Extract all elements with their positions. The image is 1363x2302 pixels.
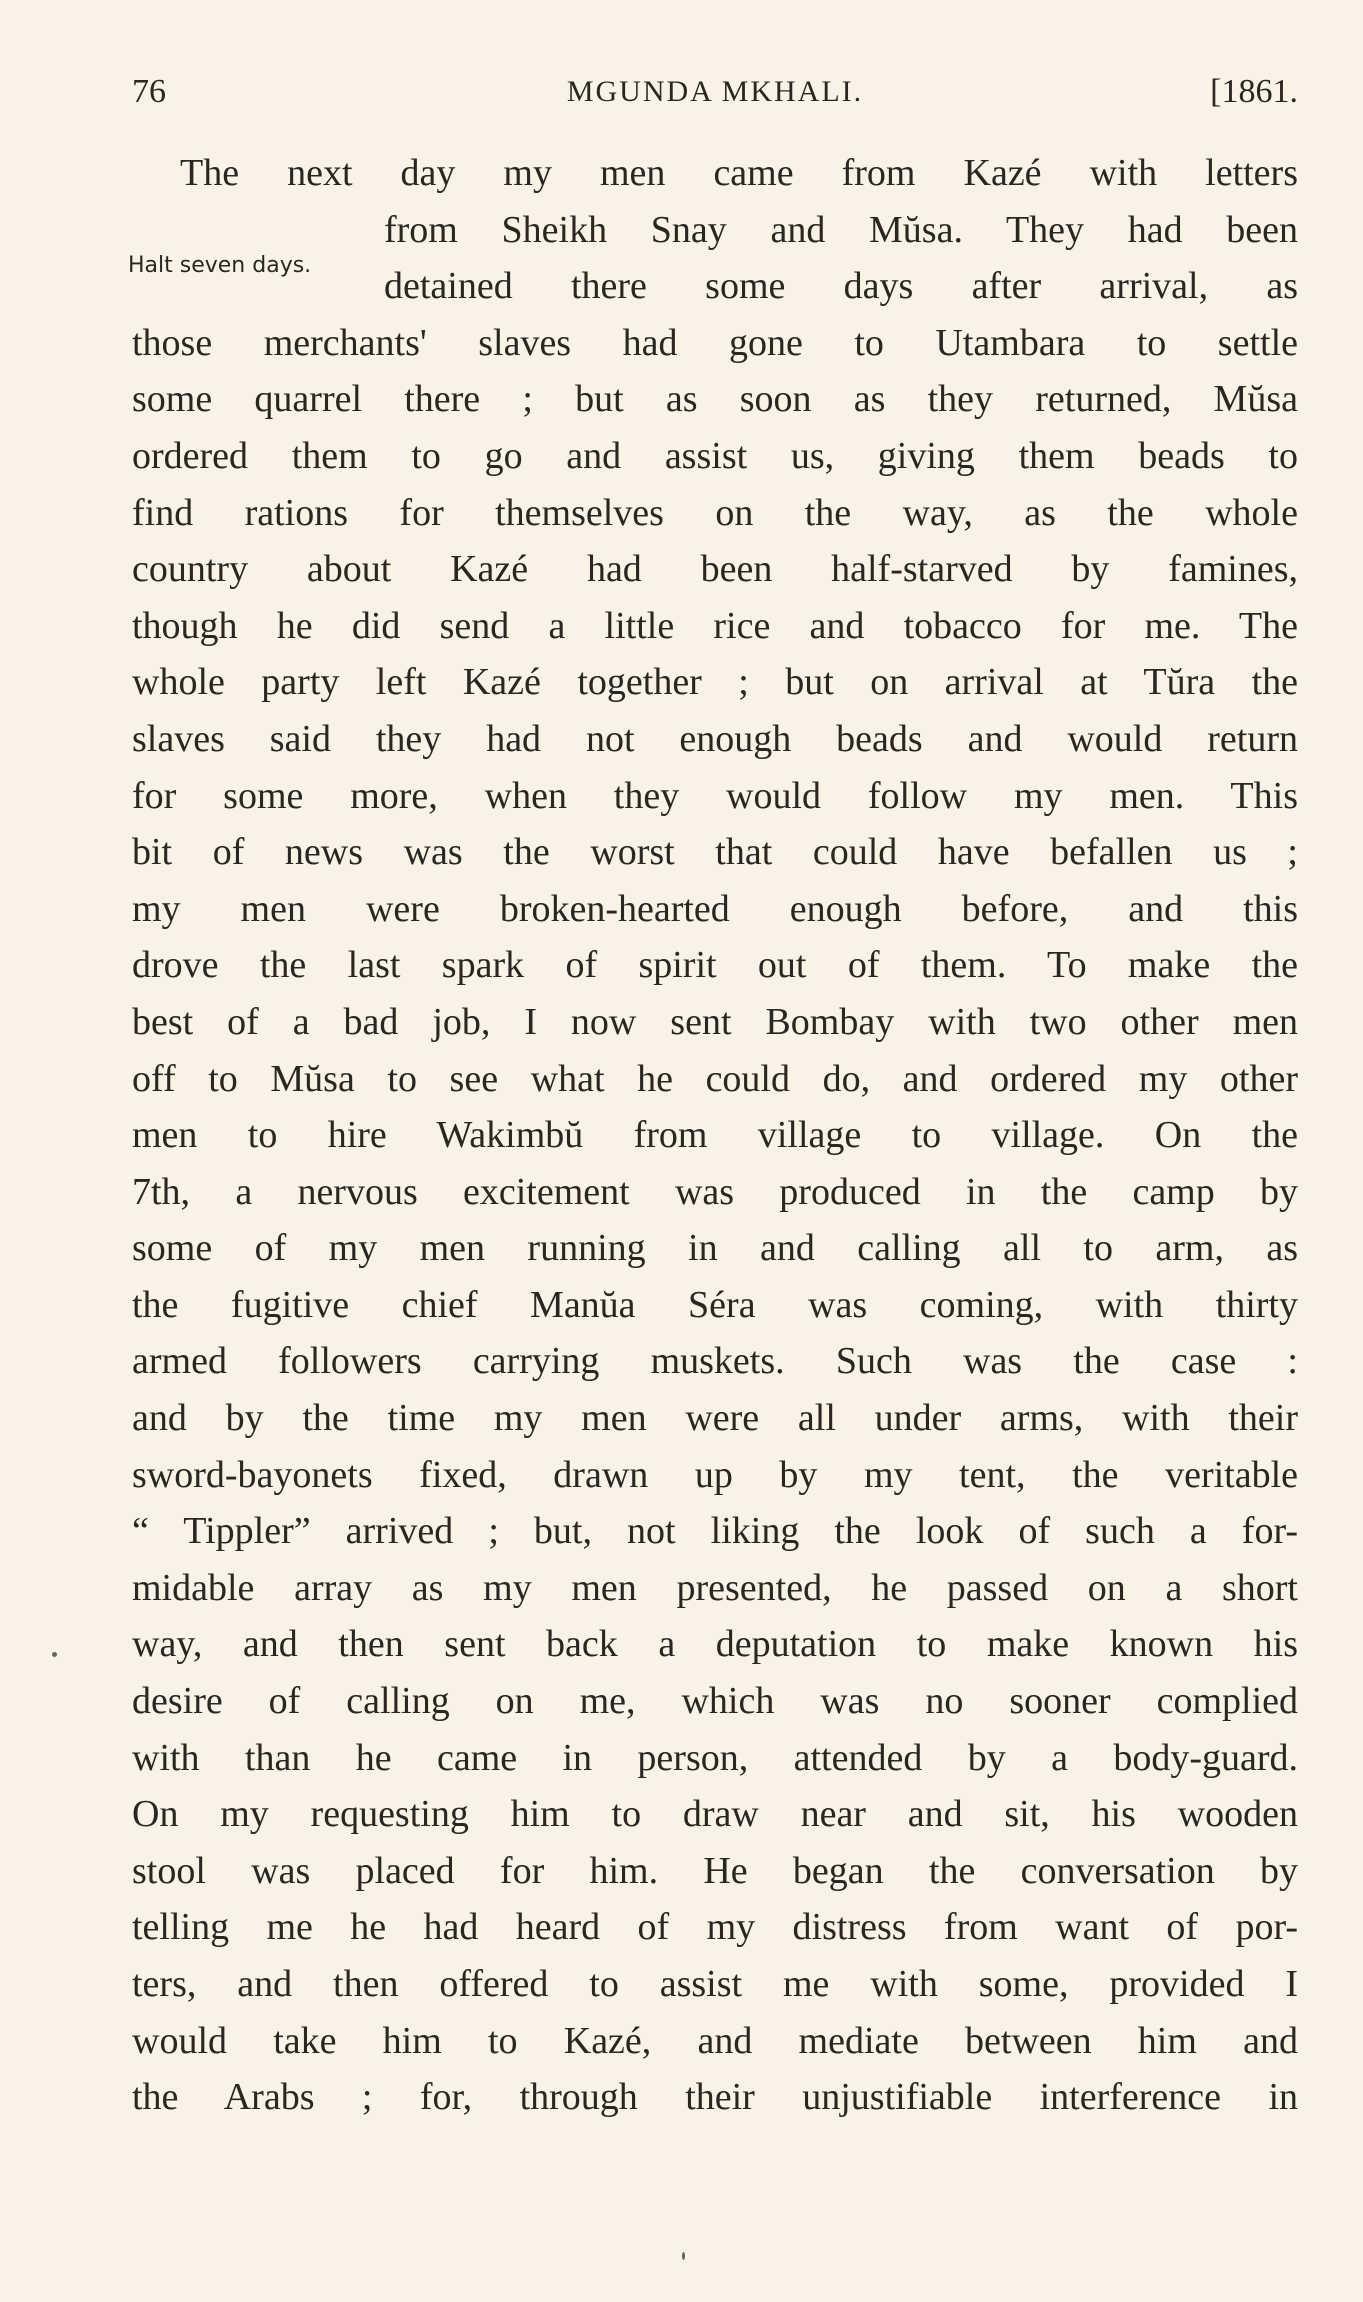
text-line: find rations for themselves on the way, as the whole — [132, 491, 1298, 534]
text-line: drove the last spark of spirit out of them. To make the — [132, 944, 1298, 987]
text-line: “ Tippler” arrived ; but, not liking the look of such a for- — [132, 1510, 1298, 1553]
running-head-year: [1861. — [1210, 73, 1298, 110]
paper-speck — [682, 2252, 685, 2260]
paper-speck — [52, 1652, 57, 1657]
text-line: country about Kazé had been half-starved by famines, — [132, 548, 1298, 591]
text-line: stool was placed for him. He began the conversation by — [132, 1849, 1298, 1892]
text-line: and by the time my men were all under arms, with their — [132, 1397, 1298, 1440]
text-line: ters, and then offered to assist me with some, provided I — [132, 1963, 1298, 2005]
text-line: midable array as my men presented, he passed on a short — [132, 1566, 1298, 1609]
text-line: way, and then sent back a deputation to make known his — [132, 1623, 1298, 1666]
text-line: some of my men running in and calling all to arm, as — [132, 1227, 1298, 1270]
text-line: The next day my men came from Kazé with letters — [180, 152, 1298, 194]
body-text — [132, 145, 1298, 2126]
text-line: the Arabs ; for, through their unjustifiable interference in — [132, 2076, 1298, 2119]
text-line: would take him to Kazé, and mediate between him and — [132, 2019, 1298, 2062]
text-line: ordered them to go and assist us, giving them beads to — [132, 434, 1298, 477]
text-line: men to hire Wakimbŭ from village to village. On the — [132, 1114, 1298, 1157]
text-line: off to Mŭsa to see what he could do, and ordered my other — [132, 1057, 1298, 1100]
text-line: armed followers carrying muskets. Such was the case : — [132, 1340, 1298, 1383]
text-line: telling me he had heard of my distress from want of por- — [132, 1906, 1298, 1949]
text-line: slaves said they had not enough beads and would return — [132, 717, 1298, 760]
text-line: the fugitive chief Manŭa Séra was coming, with thirty — [132, 1283, 1298, 1326]
running-head — [132, 62, 1298, 122]
text-line: my men were broken-hearted enough before, and this — [132, 887, 1298, 930]
text-line: though he did send a little rice and tobacco for me. The — [132, 604, 1298, 647]
text-line: best of a bad job, I now sent Bombay with two other men — [132, 1000, 1298, 1043]
text-line: whole party left Kazé together ; but on arrival at Tŭra the — [132, 661, 1298, 704]
text-line: with than he came in person, attended by a body-guard. — [132, 1736, 1298, 1779]
text-line: 7th, a nervous excitement was produced in the camp by — [132, 1170, 1298, 1213]
text-line: bit of news was the worst that could have befallen us ; — [132, 831, 1298, 874]
margin-sidenote: Halt seven days. — [128, 253, 312, 278]
text-line: desire of calling on me, which was no sooner complied — [132, 1680, 1298, 1723]
text-line: those merchants' slaves had gone to Utambara to settle — [132, 321, 1298, 364]
text-line: some quarrel there ; but as soon as they returned, Mŭsa — [132, 378, 1298, 421]
text-line: detained there some days after arrival, as — [384, 265, 1298, 308]
text-line: for some more, when they would follow my men. This — [132, 774, 1298, 817]
text-line: sword-bayonets fixed, drawn up by my tent, the veritable — [132, 1453, 1298, 1496]
text-line: On my requesting him to draw near and sit, his wooden — [132, 1793, 1298, 1836]
page-number: 76 — [132, 73, 166, 110]
text-line: from Sheikh Snay and Mŭsa. They had been — [384, 208, 1298, 251]
chapter-title: MGUNDA MKHALI. — [566, 75, 864, 108]
